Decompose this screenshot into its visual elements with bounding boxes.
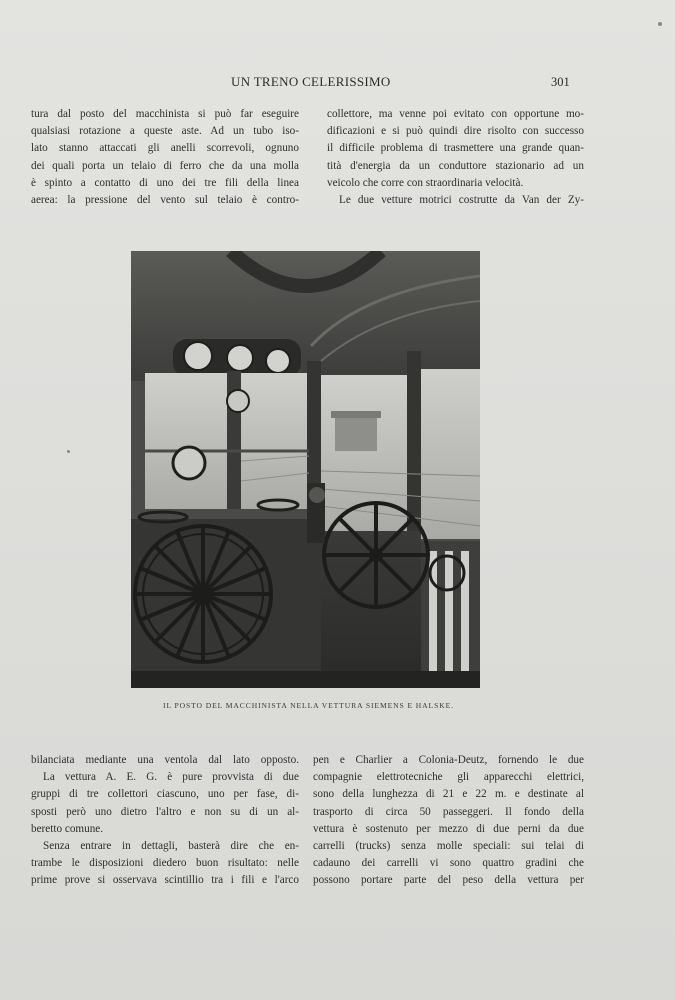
text-line: compagnie elettrotecniche gli apparecchi elettrici, (313, 771, 584, 784)
running-title: UN TRENO CELERISSIMO (231, 74, 391, 89)
text-column-top-left (31, 106, 299, 209)
text-column-top-right (327, 106, 584, 209)
text-line: gruppi di tre collettori ciascuno, uno per fase, di- (31, 788, 299, 801)
paper-speck (67, 450, 70, 453)
text-line: cadauno dei carrelli vi sono quattro gradini che (313, 857, 584, 870)
text-column-bottom-left (31, 752, 299, 890)
text-column-bottom-right (313, 752, 584, 890)
text-line: sono della lunghezza di 21 e 22 m. e destinate al (313, 788, 584, 801)
paper-speck (658, 22, 662, 26)
text-line: La vettura A. E. G. è pure provvista di due (43, 771, 299, 784)
text-line: dei quali porta un telaio di ferro che da una molla (31, 159, 299, 172)
text-line: vettura è sostenuto per mezzo di due perni da due (313, 822, 584, 835)
text-line: Senza entrare in dettagli, basterà dire che en- (43, 839, 299, 852)
text-line: qualsiasi rotazione a queste aste. Ad un tubo iso- (31, 125, 299, 138)
text-line: trambe le disposizioni diedero buon risultato: nelle (31, 857, 299, 870)
figure-caption (0, 701, 675, 710)
text-line: trasporto di circa 50 passeggeri. Il fondo della (313, 805, 584, 818)
text-line: lato stanno attaccati gli anelli scorrevoli, ognuno (31, 142, 299, 155)
text-line: bilanciata mediante una ventola dal lato opposto. (31, 754, 299, 766)
text-line: possono portare parte del peso della vettura per (313, 874, 584, 887)
running-header (0, 74, 675, 92)
text-line: tità d'energia da un conduttore stazionario ad un (327, 159, 584, 172)
text-line: tura dal posto del macchinista si può far eseguire (31, 108, 299, 120)
text-line: collettore, ma venne poi evitato con opportune mo- (327, 108, 584, 120)
text-line: veicolo che corre con straordinaria velocità. (327, 176, 524, 189)
text-line: carrelli (trucks) senza molle speciali: sui telai di (313, 839, 584, 852)
cab-photograph-illustration (131, 251, 480, 688)
text-line: aerea: la pressione del vento sul telaio è contro- (31, 193, 299, 206)
text-line: prime prove si osservava scintillio tra i fili e l'arco (31, 874, 299, 887)
text-line: sposti però uno dietro l'altro e non su di un al- (31, 805, 299, 818)
text-line: dificazioni e si può quindi dire risolto con successo (327, 125, 584, 138)
text-line: è spinto a contatto di uno dei tre fili della linea (31, 176, 299, 189)
text-line: il difficile problema di trasmettere una grande quan- (327, 142, 584, 155)
figure-caption-text: IL POSTO DEL MACCHINISTA NELLA VETTURA SIEMENS E HALSKE. (163, 701, 454, 710)
text-line: pen e Charlier a Colonia-Deutz, fornendo le due (313, 754, 584, 766)
text-line: beretto comune. (31, 822, 104, 835)
cab-photograph (131, 251, 480, 688)
page-number: 301 (551, 75, 570, 89)
text-line: Le due vetture motrici costrutte da Van der Zy- (339, 193, 584, 206)
